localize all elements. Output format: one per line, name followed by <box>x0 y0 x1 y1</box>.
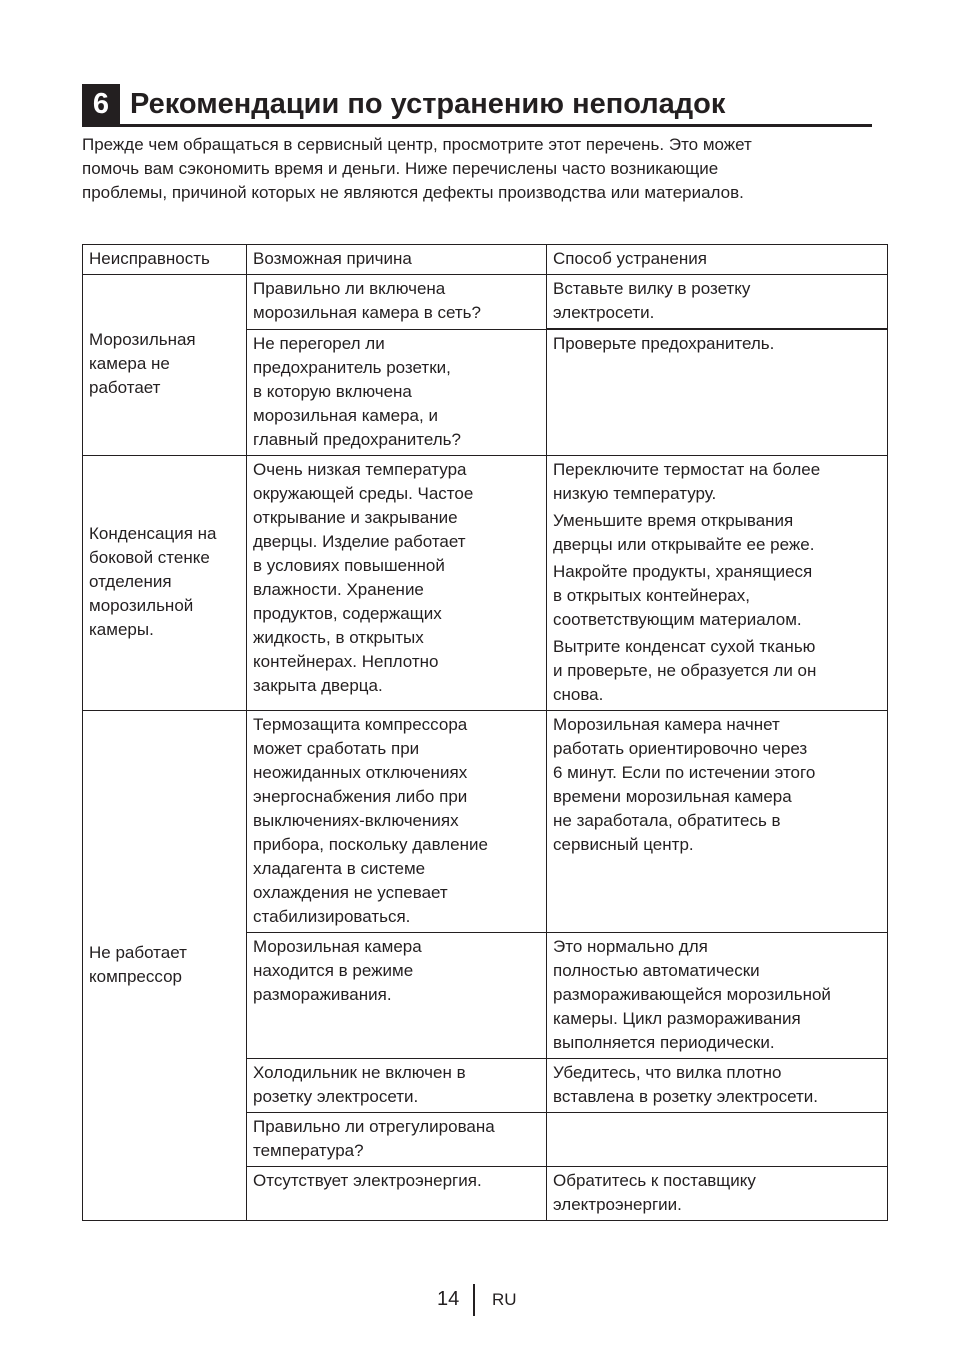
remedy-paragraph <box>553 1169 881 1217</box>
remedy-line: 6 минут. Если по истечении этого <box>553 762 816 782</box>
cause-line: энергоснабжения либо при <box>253 786 468 806</box>
column-header-remedy: Способ устранения <box>547 245 888 275</box>
cause-line: находится в режиме <box>253 960 414 980</box>
remedy-line: в открытых контейнерах, <box>553 585 750 605</box>
remedy-line: электросети. <box>553 303 655 322</box>
cause-line: окружающей среды. Частое <box>253 483 474 503</box>
symptom-line: морозильной <box>89 596 194 615</box>
remedy-line: работать ориентировочно через <box>553 738 808 758</box>
cause-line: Очень низкая температура <box>253 459 467 479</box>
cause-cell <box>247 1166 547 1220</box>
troubleshooting-table <box>82 244 888 1221</box>
remedy-line: низкую температуру. <box>553 483 717 503</box>
remedy-line: электроэнергии. <box>553 1194 682 1214</box>
cause-line: Холодильник не включен в <box>253 1062 466 1082</box>
remedy-paragraph <box>553 635 881 707</box>
remedy-line: Проверьте предохранитель. <box>553 334 775 353</box>
remedy-line: выполняется периодически. <box>553 1032 775 1052</box>
symptom-line: камеры. <box>89 620 154 639</box>
remedy-cell <box>547 710 888 932</box>
symptom-cell <box>83 275 247 456</box>
remedy-line: дверцы или открывайте ее реже. <box>553 534 815 554</box>
remedy-paragraph <box>553 1061 881 1109</box>
page-footer <box>0 1284 954 1316</box>
cause-line: прибора, поскольку давление <box>253 834 488 854</box>
intro-line: помочь вам сэкономить время и деньги. Ниже перечислены часто возникающие <box>82 159 719 178</box>
cause-line: предохранитель розетки, <box>253 357 451 377</box>
table-row <box>83 455 888 710</box>
symptom-line: работает <box>89 378 161 398</box>
intro-line: проблемы, причиной которых не являются дефекты производства или материалов. <box>82 183 744 202</box>
intro-line: Прежде чем обращаться в сервисный центр, просмотрите этот перечень. Это может <box>82 135 752 154</box>
remedy-paragraph <box>553 277 881 325</box>
cause-line: Правильно ли включена <box>253 279 446 298</box>
remedy-paragraph <box>553 332 881 356</box>
cause-line: в условиях повышенной <box>253 555 445 575</box>
symptom-line: компрессор <box>89 966 182 986</box>
remedy-line: снова. <box>553 684 604 704</box>
cause-line: продуктов, содержащих <box>253 603 442 623</box>
table-row <box>83 710 888 932</box>
cause-line: в которую включена <box>253 381 412 401</box>
cause-line: открывание и закрывание <box>253 507 458 527</box>
cause-cell <box>247 710 547 932</box>
cause-line: выключениях-включениях <box>253 810 459 830</box>
table-body <box>83 245 888 1221</box>
column-header-cause: Возможная причина <box>247 245 547 275</box>
cause-line: Правильно ли отрегулирована <box>253 1116 495 1136</box>
remedy-line: не заработала, обратитесь в <box>553 810 781 830</box>
remedy-line: Обратитесь к поставщику <box>553 1170 756 1190</box>
footer-separator <box>473 1284 475 1316</box>
remedy-cell <box>547 932 888 1058</box>
cause-line: влажности. Хранение <box>253 579 424 599</box>
cause-cell <box>247 932 547 1058</box>
symptom-line: боковой стенке <box>89 548 210 567</box>
cause-line: морозильная камера, и <box>253 405 438 425</box>
remedy-cell <box>547 1166 888 1220</box>
cause-line: контейнерах. Неплотно <box>253 651 439 671</box>
cause-line: Морозильная камера <box>253 936 422 956</box>
page-number: 14 <box>437 1288 460 1310</box>
cause-cell <box>247 275 547 330</box>
table-header-row <box>83 245 888 275</box>
remedy-line: Переключите термостат на более <box>553 459 821 479</box>
remedy-paragraph <box>553 935 881 1055</box>
remedy-line: размораживающейся морозильной <box>553 984 831 1004</box>
cause-line: Не перегорел ли <box>253 333 385 353</box>
table-row <box>83 275 888 330</box>
remedy-line: Вставьте вилку в розетку <box>553 279 751 298</box>
cause-cell <box>247 455 547 710</box>
symptom-cell <box>83 710 247 1220</box>
remedy-paragraph <box>553 509 881 557</box>
column-header-fault: Неисправность <box>83 245 247 275</box>
language-code: RU <box>492 1290 517 1309</box>
remedy-line: Вытрите конденсат сухой тканью <box>553 636 816 656</box>
symptom-line: Не работает <box>89 942 187 962</box>
intro-paragraph <box>82 133 882 205</box>
remedy-line: соответствующим материалом. <box>553 609 802 629</box>
section-header <box>82 84 872 127</box>
symptom-line: отделения <box>89 572 172 591</box>
remedy-paragraph <box>553 458 881 506</box>
cause-line: главный предохранитель? <box>253 429 461 449</box>
cause-line: неожиданных отключениях <box>253 762 468 782</box>
cause-cell <box>247 329 547 455</box>
remedy-cell <box>547 275 888 330</box>
cause-line: розетку электросети. <box>253 1086 419 1106</box>
remedy-cell <box>547 455 888 710</box>
symptom-line: Морозильная <box>89 330 196 350</box>
remedy-line: Накройте продукты, хранящиеся <box>553 561 813 581</box>
remedy-line: вставлена в розетку электросети. <box>553 1086 818 1106</box>
symptom-line: Конденсация на <box>89 524 217 543</box>
cause-line: дверцы. Изделие работает <box>253 531 466 551</box>
page-title: Рекомендации по устранению неполадок <box>130 88 726 120</box>
cause-line: может сработать при <box>253 738 420 758</box>
symptom-cell <box>83 455 247 710</box>
symptom-line: камера не <box>89 354 170 374</box>
cause-line: Отсутствует электроэнергия. <box>253 1170 482 1190</box>
remedy-paragraph <box>553 713 881 857</box>
cause-line: размораживания. <box>253 984 392 1004</box>
remedy-line: Убедитесь, что вилка плотно <box>553 1062 782 1082</box>
remedy-line: камеры. Цикл размораживания <box>553 1008 801 1028</box>
cause-line: Термозащита компрессора <box>253 714 468 734</box>
remedy-line: Уменьшите время открывания <box>553 510 794 530</box>
cause-cell <box>247 1058 547 1112</box>
remedy-line: и проверьте, не образуется ли он <box>553 660 817 680</box>
remedy-cell <box>547 1058 888 1112</box>
section-number-badge: 6 <box>82 84 120 124</box>
remedy-line: Морозильная камера начнет <box>553 714 780 734</box>
cause-line: жидкость, в открытых <box>253 627 424 647</box>
cause-line: температура? <box>253 1140 364 1160</box>
remedy-line: Это нормально для <box>553 936 708 956</box>
cause-cell <box>247 1112 547 1166</box>
remedy-line: времени морозильная камера <box>553 786 792 806</box>
remedy-cell <box>547 329 888 455</box>
remedy-line: полностью автоматически <box>553 960 760 980</box>
remedy-line: сервисный центр. <box>553 834 694 854</box>
remedy-cell <box>547 1112 888 1166</box>
cause-line: стабилизироваться. <box>253 906 411 926</box>
cause-line: хладагента в системе <box>253 858 426 878</box>
cause-line: морозильная камера в сеть? <box>253 303 481 322</box>
cause-line: закрыта дверца. <box>253 675 383 695</box>
cause-line: охлаждения не успевает <box>253 882 448 902</box>
remedy-paragraph <box>553 560 881 632</box>
